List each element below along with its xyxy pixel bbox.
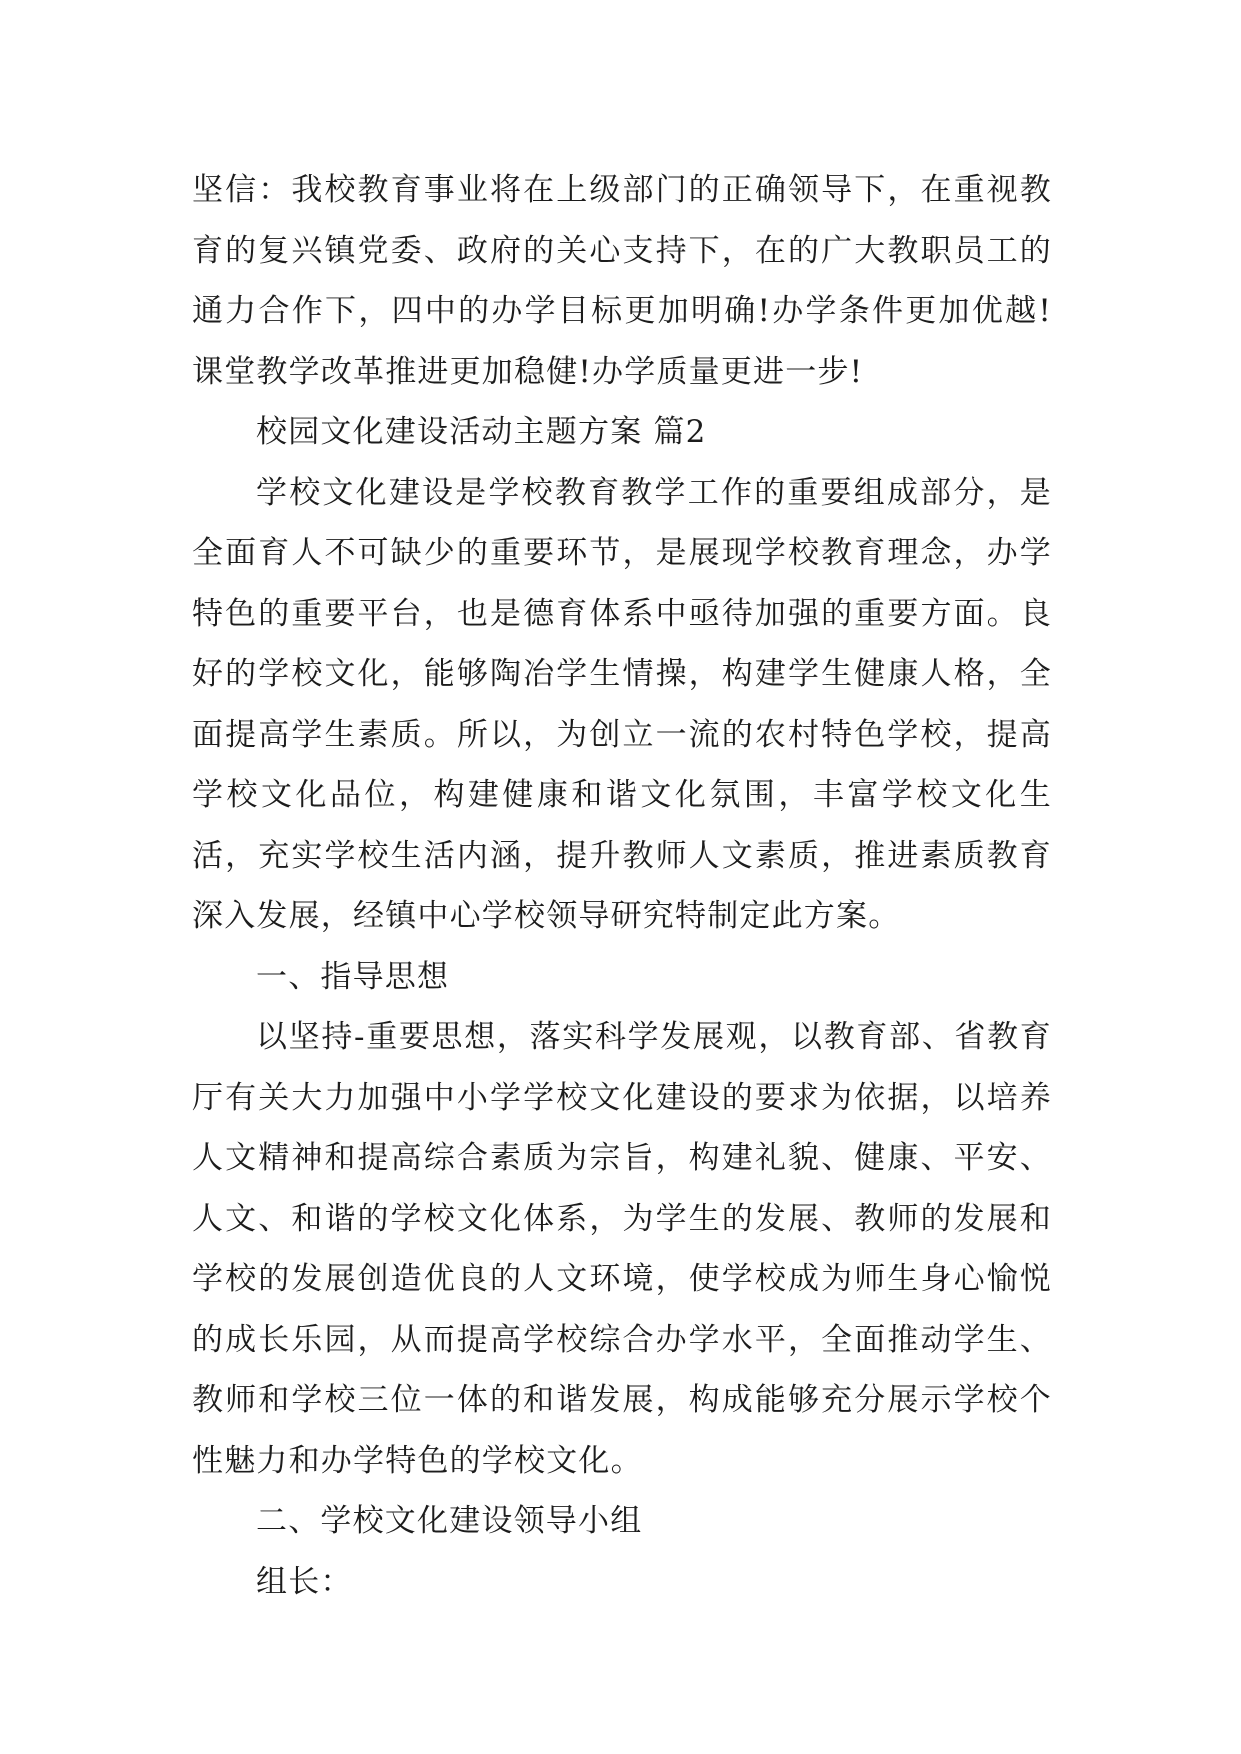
- paragraph-conclusion: 坚信：我校教育事业将在上级部门的正确领导下，在重视教育的复兴镇党委、政府的关心支持下，在的广大教职员工的通力合作下，四中的办学目标更加明确!办学条件更加优越!课堂教学改革推进更加稳健!办学质量更进一步!: [192, 172, 1052, 390]
- document-page: [192, 160, 1052, 1612]
- paragraph-guiding-thought: 以坚持-重要思想，落实科学发展观，以教育部、省教育厅有关大力加强中小学学校文化建设的要求为依据，以培养人文精神和提高综合素质为宗旨，构建礼貌、健康、平安、人文、和谐的学校文化体系，为学生的发展、教师的发展和学校的发展创造优良的人文环境，使学校成为师生身心愉悦的成长乐园，从而提高学校综合办学水平，全面推动学生、教师和学校三位一体的和谐发展，构成能够充分展示学校个性魅力和办学特色的学校文化。: [192, 1019, 1052, 1479]
- label-group-leader: 组长：: [256, 1563, 353, 1600]
- heading-guiding-thought: 一、指导思想: [256, 958, 450, 995]
- section-title: 校园文化建设活动主题方案 篇2: [256, 414, 707, 450]
- paragraph-intro: 学校文化建设是学校教育教学工作的重要组成部分，是全面育人不可缺少的重要环节，是展现学校教育理念，办学特色的重要平台，也是德育体系中亟待加强的重要方面。良好的学校文化，能够陶冶学生情操，构建学生健康人格，全面提高学生素质。所以，为创立一流的农村特色学校，提高学校文化品位，构建健康和谐文化氛围，丰富学校文化生活，充实学校生活内涵，提升教师人文素质，推进素质教育深入发展，经镇中心学校领导研究特制定此方案。: [192, 474, 1052, 934]
- heading-leadership-group: 二、学校文化建设领导小组: [256, 1503, 643, 1539]
